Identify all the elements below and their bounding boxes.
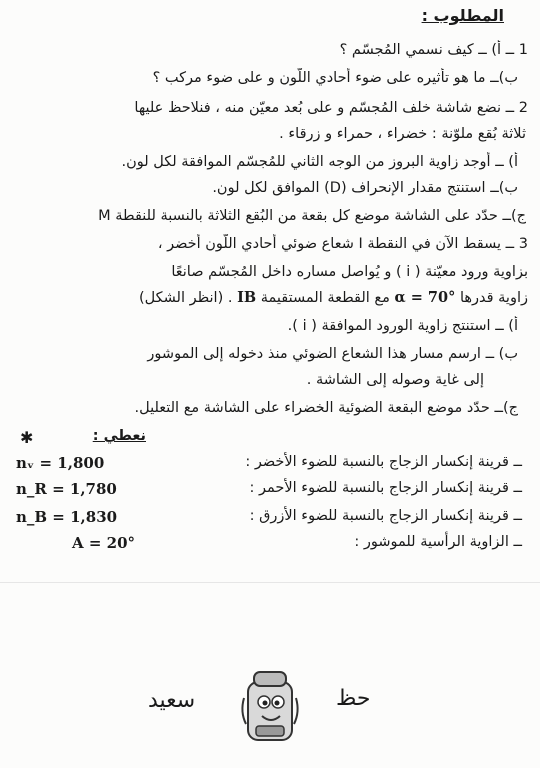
section-title: المطلوب : [421,6,504,25]
q1-part-a: 1 ــ ﺃ) ــ كيف نسمي المُجسّم ؟ [339,42,528,58]
q3-intro-line-2: بزاوية ورود معيّنة ( i ) و يُواصل مساره داخل المُجسّم صانعًا [171,264,528,280]
segment-ib: IB [237,289,257,306]
given-value: nᵥ = 1,800 [16,454,105,472]
asterisk-icon: ✱ [20,428,34,447]
given-desc: ــ قرينة إنكسار الزجاج بالنسبة للضوء الأزرق : [249,508,522,524]
given-row-green [14,454,522,478]
q3-part-c: ج)ــ حدّد موضع البقعة الضوئية الخضراء على الشاشة مع التعليل. [134,400,518,416]
given-row-blue [14,508,522,532]
q2-intro-line-1: 2 ــ نضع شاشة خلف المُجسّم و على بُعد معيّن منه ، فنلاحظ عليها [134,100,528,116]
given-value: A = 20° [72,534,136,552]
given-desc: ــ قرينة إنكسار الزجاج بالنسبة للضوء الأخضر : [245,454,522,470]
q2-part-b: ب)ــ استنتج مقدار الإنحراف (D) الموافق لكل لون. [212,180,518,196]
alpha-value: α = 70° [394,289,456,306]
q1-part-b: ب)ــ ما هو تأثيره على ضوء أحادي اللّون و على ضوء مركب ؟ [152,70,518,86]
given-value: n_B = 1,830 [16,508,118,526]
q2-part-a: ﺃ) ــ أوجد زاوية البروز من الوجه الثاني للمُجسّم الموافقة لكل لون. [121,154,518,170]
q3-intro-line-3 [8,288,528,308]
divider [0,582,540,583]
good-luck-text: حظ [336,686,371,711]
given-row-apex-angle [70,534,522,558]
q2-intro-line-2: ثلاثة بُقع ملوّنة : خضراء ، حمراء و زرقاء . [279,126,526,142]
q3-see-figure: . (انظر الشكل) [138,290,233,306]
q3-part-b-line-2: إلى غاية وصوله إلى الشاشة . [306,372,484,388]
q3-part-a: ﺃ) ــ استنتج زاوية الورود الموافقة ( i ). [287,318,518,334]
q3-segment-label: مع القطعة المستقيمة [260,290,390,306]
given-desc: ــ قرينة إنكسار الزجاج بالنسبة للضوء الأحمر : [249,480,522,496]
given-heading: نعطي : [92,428,146,444]
q2-part-c: ج)ــ حدّد على الشاشة موضع كل بقعة من البُقع الثلاثة بالنسبة للنقطة M [98,208,526,224]
said-text: سعيد [148,688,196,713]
q3-intro-line-1: 3 ــ يسقط الآن في النقطة I شعاع ضوئي أحادي اللّون أخضر ، [157,236,528,252]
q3-part-b-line-1: ب) ــ ارسم مسار هذا الشعاع الضوئي منذ دخوله إلى الموشور [147,346,518,362]
given-value: n_R = 1,780 [16,480,117,498]
q3-angle-label: زاوية قدرها [459,290,528,306]
backpack-mascot-icon [238,668,302,746]
given-row-red [14,480,522,504]
given-desc: ــ الزاوية الرأسية للموشور : [354,534,522,550]
